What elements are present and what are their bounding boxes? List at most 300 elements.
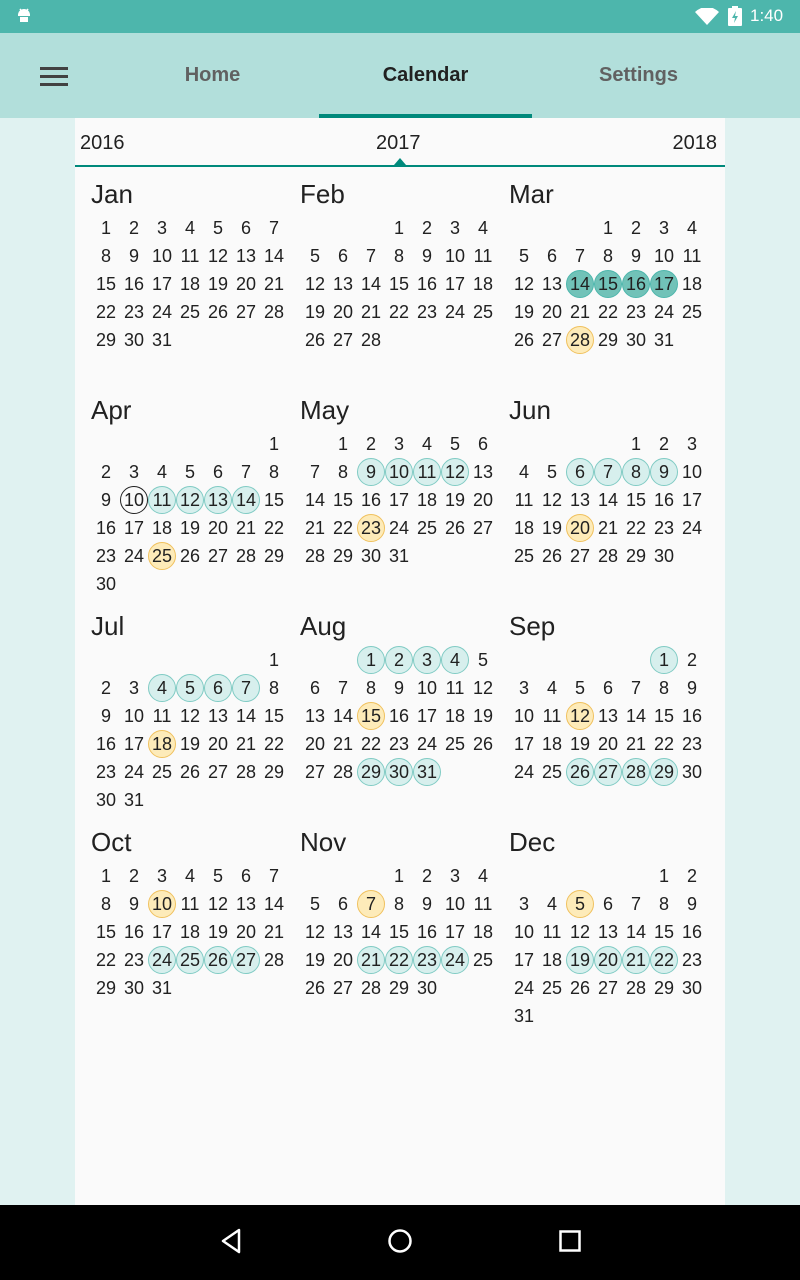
- day-cell[interactable]: 24: [151, 301, 173, 322]
- day-cell[interactable]: 23: [95, 545, 117, 566]
- day-cell[interactable]: 26: [179, 761, 201, 782]
- day-cell[interactable]: 13: [204, 486, 232, 514]
- day-cell[interactable]: 4: [518, 461, 529, 482]
- day-cell[interactable]: 5: [176, 674, 204, 702]
- day-cell[interactable]: 6: [602, 677, 613, 698]
- day-cell[interactable]: 30: [95, 573, 117, 594]
- day-cell[interactable]: 31: [653, 329, 675, 350]
- day-cell[interactable]: 25: [681, 301, 703, 322]
- day-cell[interactable]: 25: [472, 949, 494, 970]
- day-cell[interactable]: 25: [179, 301, 201, 322]
- day-cell[interactable]: 14: [263, 893, 285, 914]
- day-cell[interactable]: 12: [207, 893, 229, 914]
- day-cell[interactable]: 16: [388, 705, 410, 726]
- day-cell[interactable]: 17: [123, 733, 145, 754]
- day-cell[interactable]: 12: [207, 245, 229, 266]
- day-cell[interactable]: 11: [542, 921, 562, 942]
- day-cell[interactable]: 6: [566, 458, 594, 486]
- menu-button[interactable]: [26, 55, 82, 97]
- day-cell[interactable]: 8: [100, 893, 111, 914]
- day-cell[interactable]: 4: [421, 433, 432, 454]
- day-cell[interactable]: 8: [365, 677, 376, 698]
- day-cell[interactable]: 3: [658, 217, 669, 238]
- day-cell[interactable]: 7: [574, 245, 585, 266]
- day-cell[interactable]: 28: [360, 329, 382, 350]
- home-button[interactable]: [380, 1223, 420, 1263]
- day-cell[interactable]: 12: [566, 702, 594, 730]
- day-cell[interactable]: 29: [625, 545, 647, 566]
- day-cell[interactable]: 7: [630, 893, 641, 914]
- day-cell[interactable]: 6: [602, 893, 613, 914]
- day-cell[interactable]: 2: [100, 677, 111, 698]
- day-cell[interactable]: 28: [566, 326, 594, 354]
- day-cell[interactable]: 11: [148, 486, 176, 514]
- day-cell[interactable]: 27: [594, 758, 622, 786]
- year-next[interactable]: 2018: [672, 132, 717, 154]
- day-cell[interactable]: 30: [625, 329, 647, 350]
- day-cell[interactable]: 17: [513, 949, 535, 970]
- day-cell[interactable]: 9: [100, 489, 111, 510]
- day-cell[interactable]: 12: [513, 273, 535, 294]
- day-cell[interactable]: 5: [566, 890, 594, 918]
- day-cell[interactable]: 7: [268, 217, 279, 238]
- day-cell[interactable]: 6: [337, 245, 348, 266]
- day-cell[interactable]: 7: [594, 458, 622, 486]
- day-cell[interactable]: 10: [681, 461, 703, 482]
- day-cell[interactable]: 21: [360, 301, 382, 322]
- day-cell[interactable]: 10: [123, 705, 145, 726]
- day-cell[interactable]: 18: [416, 489, 438, 510]
- day-cell[interactable]: 22: [263, 733, 285, 754]
- day-cell[interactable]: 4: [546, 893, 557, 914]
- day-cell[interactable]: 7: [357, 890, 385, 918]
- tab-settings[interactable]: Settings: [599, 64, 678, 86]
- day-cell[interactable]: 10: [444, 893, 466, 914]
- day-cell[interactable]: 22: [653, 733, 675, 754]
- day-cell[interactable]: 7: [240, 461, 251, 482]
- day-cell[interactable]: 28: [625, 977, 647, 998]
- day-cell[interactable]: 22: [95, 301, 117, 322]
- day-cell[interactable]: 1: [393, 217, 404, 238]
- day-cell[interactable]: 27: [232, 946, 260, 974]
- day-cell[interactable]: 2: [686, 649, 697, 670]
- day-cell[interactable]: 3: [686, 433, 697, 454]
- day-cell[interactable]: 29: [332, 545, 354, 566]
- day-cell[interactable]: 13: [332, 273, 354, 294]
- day-cell[interactable]: 1: [337, 433, 348, 454]
- day-cell[interactable]: 23: [413, 946, 441, 974]
- day-cell[interactable]: 10: [513, 921, 535, 942]
- day-cell[interactable]: 29: [653, 977, 675, 998]
- day-cell[interactable]: 14: [232, 486, 260, 514]
- day-cell[interactable]: 3: [156, 217, 167, 238]
- day-cell[interactable]: 5: [212, 217, 223, 238]
- day-cell[interactable]: 15: [653, 705, 675, 726]
- day-cell[interactable]: 12: [179, 705, 201, 726]
- day-cell[interactable]: 23: [357, 514, 385, 542]
- day-cell[interactable]: 6: [546, 245, 557, 266]
- day-cell[interactable]: 2: [658, 433, 669, 454]
- year-previous[interactable]: 2016: [80, 132, 125, 154]
- day-cell[interactable]: 20: [472, 489, 494, 510]
- day-cell[interactable]: 23: [416, 301, 438, 322]
- day-cell[interactable]: 18: [513, 517, 535, 538]
- day-cell[interactable]: 10: [148, 890, 176, 918]
- day-cell[interactable]: 15: [263, 705, 285, 726]
- day-cell[interactable]: 25: [416, 517, 438, 538]
- day-cell[interactable]: 18: [472, 921, 494, 942]
- day-cell[interactable]: 11: [445, 677, 465, 698]
- day-cell[interactable]: 22: [95, 949, 117, 970]
- day-cell[interactable]: 22: [597, 301, 619, 322]
- day-cell[interactable]: 20: [235, 921, 257, 942]
- day-cell[interactable]: 9: [128, 245, 139, 266]
- day-cell[interactable]: 1: [602, 217, 613, 238]
- day-cell[interactable]: 11: [180, 245, 200, 266]
- day-cell[interactable]: 7: [337, 677, 348, 698]
- day-cell[interactable]: 12: [569, 921, 591, 942]
- day-cell[interactable]: 19: [207, 273, 229, 294]
- day-cell[interactable]: 9: [421, 893, 432, 914]
- day-cell[interactable]: 9: [100, 705, 111, 726]
- day-cell[interactable]: 6: [240, 217, 251, 238]
- day-cell[interactable]: 9: [650, 458, 678, 486]
- day-cell[interactable]: 3: [128, 461, 139, 482]
- day-cell[interactable]: 26: [204, 946, 232, 974]
- day-cell[interactable]: 31: [513, 1005, 535, 1026]
- day-cell[interactable]: 30: [681, 977, 703, 998]
- day-cell[interactable]: 26: [566, 758, 594, 786]
- day-cell[interactable]: 24: [513, 761, 535, 782]
- day-cell[interactable]: 3: [393, 433, 404, 454]
- day-cell[interactable]: 12: [304, 921, 326, 942]
- day-cell[interactable]: 25: [472, 301, 494, 322]
- day-cell[interactable]: 17: [681, 489, 703, 510]
- day-cell[interactable]: 19: [179, 733, 201, 754]
- day-cell[interactable]: 30: [123, 977, 145, 998]
- day-cell[interactable]: 13: [569, 489, 591, 510]
- day-cell[interactable]: 19: [304, 949, 326, 970]
- day-cell[interactable]: 15: [625, 489, 647, 510]
- day-cell[interactable]: 15: [332, 489, 354, 510]
- day-cell[interactable]: 17: [151, 273, 173, 294]
- day-cell[interactable]: 21: [235, 733, 257, 754]
- day-cell[interactable]: 14: [360, 921, 382, 942]
- day-cell[interactable]: 30: [653, 545, 675, 566]
- day-cell[interactable]: 10: [120, 486, 148, 514]
- day-cell[interactable]: 27: [472, 517, 494, 538]
- day-cell[interactable]: 17: [388, 489, 410, 510]
- day-cell[interactable]: 15: [95, 921, 117, 942]
- day-cell[interactable]: 18: [148, 730, 176, 758]
- day-cell[interactable]: 10: [653, 245, 675, 266]
- day-cell[interactable]: 17: [650, 270, 678, 298]
- day-cell[interactable]: 28: [304, 545, 326, 566]
- day-cell[interactable]: 13: [597, 705, 619, 726]
- day-cell[interactable]: 13: [304, 705, 326, 726]
- day-cell[interactable]: 13: [472, 461, 494, 482]
- day-cell[interactable]: 28: [235, 761, 257, 782]
- day-cell[interactable]: 11: [473, 245, 493, 266]
- day-cell[interactable]: 1: [268, 433, 279, 454]
- day-cell[interactable]: 30: [95, 789, 117, 810]
- day-cell[interactable]: 24: [441, 946, 469, 974]
- day-cell[interactable]: 23: [681, 733, 703, 754]
- day-cell[interactable]: 1: [630, 433, 641, 454]
- day-cell[interactable]: 3: [518, 677, 529, 698]
- day-cell[interactable]: 24: [148, 946, 176, 974]
- day-cell[interactable]: 6: [204, 674, 232, 702]
- day-cell[interactable]: 14: [625, 921, 647, 942]
- day-cell[interactable]: 7: [365, 245, 376, 266]
- day-cell[interactable]: 9: [686, 677, 697, 698]
- day-cell[interactable]: 11: [514, 489, 534, 510]
- day-cell[interactable]: 14: [235, 705, 257, 726]
- day-cell[interactable]: 11: [542, 705, 562, 726]
- day-cell[interactable]: 7: [630, 677, 641, 698]
- day-cell[interactable]: 14: [597, 489, 619, 510]
- day-cell[interactable]: 21: [263, 273, 285, 294]
- day-cell[interactable]: 12: [304, 273, 326, 294]
- day-cell[interactable]: 8: [268, 461, 279, 482]
- day-cell[interactable]: 21: [622, 946, 650, 974]
- day-cell[interactable]: 20: [566, 514, 594, 542]
- day-cell[interactable]: 18: [472, 273, 494, 294]
- day-cell[interactable]: 15: [95, 273, 117, 294]
- day-cell[interactable]: 22: [360, 733, 382, 754]
- day-cell[interactable]: 2: [365, 433, 376, 454]
- day-cell[interactable]: 1: [393, 865, 404, 886]
- day-cell[interactable]: 21: [597, 517, 619, 538]
- day-cell[interactable]: 21: [357, 946, 385, 974]
- day-cell[interactable]: 8: [622, 458, 650, 486]
- day-cell[interactable]: 1: [650, 646, 678, 674]
- day-cell[interactable]: 14: [566, 270, 594, 298]
- day-cell[interactable]: 12: [176, 486, 204, 514]
- day-cell[interactable]: 26: [304, 977, 326, 998]
- day-cell[interactable]: 23: [625, 301, 647, 322]
- day-cell[interactable]: 11: [682, 245, 702, 266]
- day-cell[interactable]: 3: [413, 646, 441, 674]
- day-cell[interactable]: 19: [566, 946, 594, 974]
- day-cell[interactable]: 25: [176, 946, 204, 974]
- day-cell[interactable]: 14: [263, 245, 285, 266]
- back-button[interactable]: [211, 1223, 251, 1263]
- day-cell[interactable]: 5: [449, 433, 460, 454]
- day-cell[interactable]: 14: [625, 705, 647, 726]
- day-cell[interactable]: 7: [268, 865, 279, 886]
- day-cell[interactable]: 2: [100, 461, 111, 482]
- day-cell[interactable]: 9: [128, 893, 139, 914]
- day-cell[interactable]: 27: [207, 545, 229, 566]
- day-cell[interactable]: 26: [304, 329, 326, 350]
- day-cell[interactable]: 15: [357, 702, 385, 730]
- day-cell[interactable]: 12: [541, 489, 563, 510]
- day-cell[interactable]: 8: [658, 893, 669, 914]
- day-cell[interactable]: 13: [597, 921, 619, 942]
- day-cell[interactable]: 27: [332, 977, 354, 998]
- day-cell[interactable]: 29: [388, 977, 410, 998]
- day-cell[interactable]: 12: [472, 677, 494, 698]
- day-cell[interactable]: 8: [100, 245, 111, 266]
- day-cell[interactable]: 27: [541, 329, 563, 350]
- day-cell[interactable]: 16: [123, 273, 145, 294]
- day-cell[interactable]: 8: [602, 245, 613, 266]
- day-cell[interactable]: 19: [304, 301, 326, 322]
- day-cell[interactable]: 24: [513, 977, 535, 998]
- day-cell[interactable]: 23: [653, 517, 675, 538]
- recents-button[interactable]: [550, 1223, 590, 1263]
- day-cell[interactable]: 4: [477, 217, 488, 238]
- day-cell[interactable]: 20: [207, 517, 229, 538]
- day-cell[interactable]: 22: [388, 301, 410, 322]
- day-cell[interactable]: 6: [337, 893, 348, 914]
- day-cell[interactable]: 27: [597, 977, 619, 998]
- day-cell[interactable]: 16: [123, 921, 145, 942]
- day-cell[interactable]: 3: [449, 865, 460, 886]
- day-cell[interactable]: 18: [681, 273, 703, 294]
- day-cell[interactable]: 27: [569, 545, 591, 566]
- day-cell[interactable]: 1: [658, 865, 669, 886]
- day-cell[interactable]: 2: [421, 217, 432, 238]
- day-cell[interactable]: 19: [179, 517, 201, 538]
- day-cell[interactable]: 9: [686, 893, 697, 914]
- day-cell[interactable]: 28: [360, 977, 382, 998]
- day-cell[interactable]: 15: [263, 489, 285, 510]
- day-cell[interactable]: 9: [630, 245, 641, 266]
- day-cell[interactable]: 30: [416, 977, 438, 998]
- day-cell[interactable]: 13: [235, 893, 257, 914]
- day-cell[interactable]: 20: [541, 301, 563, 322]
- day-cell[interactable]: 15: [388, 273, 410, 294]
- day-cell[interactable]: 2: [385, 646, 413, 674]
- day-cell[interactable]: 25: [513, 545, 535, 566]
- day-cell[interactable]: 8: [337, 461, 348, 482]
- day-cell[interactable]: 4: [686, 217, 697, 238]
- day-cell[interactable]: 25: [541, 761, 563, 782]
- day-cell[interactable]: 28: [622, 758, 650, 786]
- day-cell[interactable]: 25: [148, 542, 176, 570]
- day-cell[interactable]: 17: [151, 921, 173, 942]
- day-cell[interactable]: 18: [541, 949, 563, 970]
- tab-home[interactable]: Home: [184, 64, 241, 86]
- day-cell[interactable]: 28: [235, 545, 257, 566]
- day-cell[interactable]: 20: [332, 301, 354, 322]
- day-cell[interactable]: 9: [421, 245, 432, 266]
- day-cell[interactable]: 10: [416, 677, 438, 698]
- day-cell[interactable]: 17: [513, 733, 535, 754]
- day-cell[interactable]: 17: [444, 273, 466, 294]
- day-cell[interactable]: 6: [309, 677, 320, 698]
- day-cell[interactable]: 24: [388, 517, 410, 538]
- day-cell[interactable]: 19: [541, 517, 563, 538]
- day-cell[interactable]: 4: [546, 677, 557, 698]
- day-cell[interactable]: 14: [304, 489, 326, 510]
- day-cell[interactable]: 28: [263, 949, 285, 970]
- day-cell[interactable]: 31: [151, 329, 173, 350]
- day-cell[interactable]: 25: [444, 733, 466, 754]
- day-cell[interactable]: 15: [388, 921, 410, 942]
- day-cell[interactable]: 13: [332, 921, 354, 942]
- day-cell[interactable]: 14: [360, 273, 382, 294]
- day-cell[interactable]: 8: [268, 677, 279, 698]
- day-cell[interactable]: 3: [156, 865, 167, 886]
- day-cell[interactable]: 22: [332, 517, 354, 538]
- day-cell[interactable]: 4: [156, 461, 167, 482]
- day-cell[interactable]: 4: [477, 865, 488, 886]
- day-cell[interactable]: 13: [235, 245, 257, 266]
- day-cell[interactable]: 4: [184, 217, 195, 238]
- day-cell[interactable]: 27: [332, 329, 354, 350]
- day-cell[interactable]: 10: [151, 245, 173, 266]
- day-cell[interactable]: 9: [393, 677, 404, 698]
- day-cell[interactable]: 16: [653, 489, 675, 510]
- day-cell[interactable]: 27: [207, 761, 229, 782]
- day-cell[interactable]: 11: [473, 893, 493, 914]
- day-cell[interactable]: 10: [513, 705, 535, 726]
- day-cell[interactable]: 19: [444, 489, 466, 510]
- day-cell[interactable]: 28: [263, 301, 285, 322]
- day-cell[interactable]: 23: [123, 301, 145, 322]
- day-cell[interactable]: 28: [597, 545, 619, 566]
- day-cell[interactable]: 24: [416, 733, 438, 754]
- day-cell[interactable]: 29: [263, 761, 285, 782]
- day-cell[interactable]: 26: [569, 977, 591, 998]
- day-cell[interactable]: 11: [180, 893, 200, 914]
- day-cell[interactable]: 7: [232, 674, 260, 702]
- day-cell[interactable]: 11: [413, 458, 441, 486]
- day-cell[interactable]: 26: [444, 517, 466, 538]
- day-cell[interactable]: 29: [597, 329, 619, 350]
- day-cell[interactable]: 8: [658, 677, 669, 698]
- day-cell[interactable]: 21: [235, 517, 257, 538]
- day-cell[interactable]: 3: [518, 893, 529, 914]
- day-cell[interactable]: 21: [625, 733, 647, 754]
- day-cell[interactable]: 20: [235, 273, 257, 294]
- day-cell[interactable]: 24: [444, 301, 466, 322]
- day-cell[interactable]: 9: [357, 458, 385, 486]
- day-cell[interactable]: 20: [332, 949, 354, 970]
- day-cell[interactable]: 26: [207, 301, 229, 322]
- day-cell[interactable]: 31: [413, 758, 441, 786]
- day-cell[interactable]: 6: [212, 461, 223, 482]
- day-cell[interactable]: 1: [268, 649, 279, 670]
- day-cell[interactable]: 26: [541, 545, 563, 566]
- day-cell[interactable]: 15: [594, 270, 622, 298]
- day-cell[interactable]: 26: [179, 545, 201, 566]
- day-cell[interactable]: 16: [681, 705, 703, 726]
- day-cell[interactable]: 3: [128, 677, 139, 698]
- day-cell[interactable]: 18: [444, 705, 466, 726]
- day-cell[interactable]: 5: [212, 865, 223, 886]
- day-cell[interactable]: 20: [597, 733, 619, 754]
- day-cell[interactable]: 1: [100, 217, 111, 238]
- day-cell[interactable]: 16: [416, 921, 438, 942]
- day-cell[interactable]: 5: [518, 245, 529, 266]
- day-cell[interactable]: 16: [622, 270, 650, 298]
- day-cell[interactable]: 26: [472, 733, 494, 754]
- day-cell[interactable]: 14: [332, 705, 354, 726]
- day-cell[interactable]: 16: [95, 517, 117, 538]
- day-cell[interactable]: 16: [416, 273, 438, 294]
- day-cell[interactable]: 18: [541, 733, 563, 754]
- day-cell[interactable]: 28: [332, 761, 354, 782]
- day-cell[interactable]: 5: [309, 893, 320, 914]
- day-cell[interactable]: 30: [360, 545, 382, 566]
- day-cell[interactable]: 5: [574, 677, 585, 698]
- day-cell[interactable]: 12: [441, 458, 469, 486]
- day-cell[interactable]: 17: [416, 705, 438, 726]
